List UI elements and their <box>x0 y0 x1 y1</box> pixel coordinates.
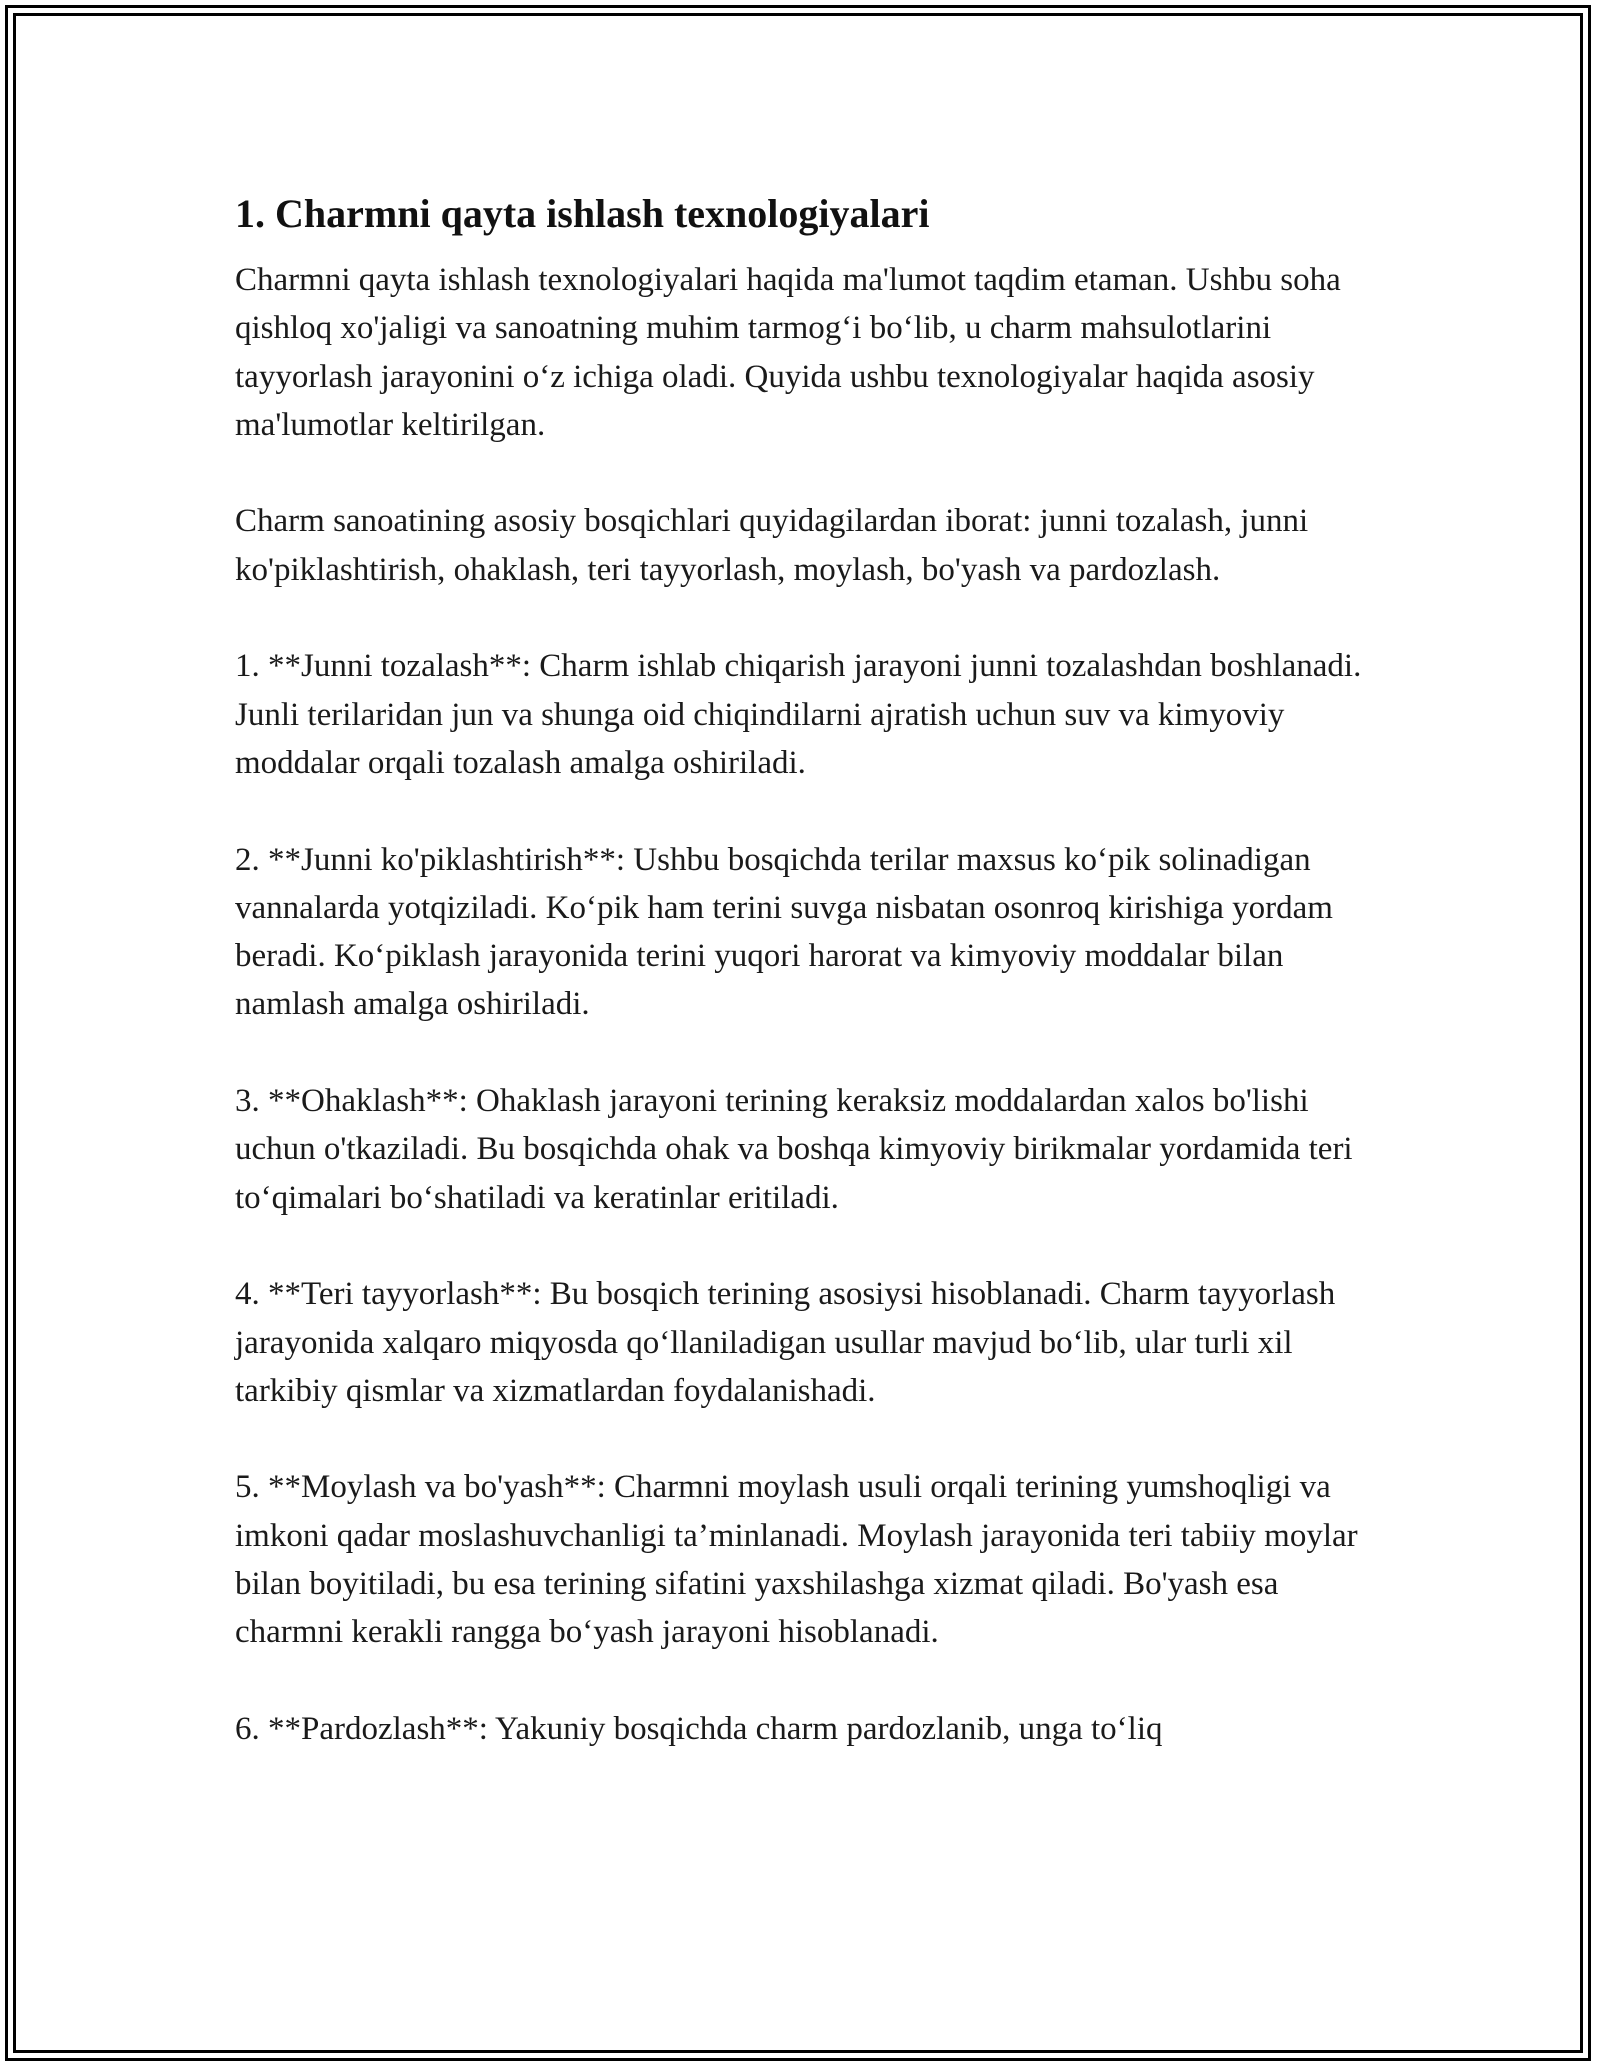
step-5-paragraph: 5. **Moylash va bo'yash**: Charmni moylash usuli orqali terining yumshoqligi va imkoni qadar moslashuvchanligi ta’minlanadi. Moylash jarayonida teri tabiiy moylar bilan boyitiladi, bu esa terining sifatini yaxshilashga xizmat qiladi. Bo'yash esa charmni kerakli rangga bo‘yash jarayoni hisoblanadi. <box>235 1469 1358 1651</box>
step-2-paragraph: 2. **Junni ko'piklashtirish**: Ushbu bosqichda terilar maxsus ko‘pik solinadigan vannalarda yotqiziladi. Ko‘pik ham terini suvga nisbatan osonroq kirishiga yordam beradi. Ko‘piklash jarayonida terini yuqori harorat va kimyoviy moddalar bilan namlash amalga oshiriladi. <box>235 841 1333 1023</box>
step-4-paragraph: 4. **Teri tayyorlash**: Bu bosqich terining asosiysi hisoblanadi. Charm tayyorlash jarayonida xalqaro miqyosda qo‘llaniladigan usullar mavjud bo‘lib, ular turli xil tarkibiy qismlar va xizmatlardan foydalanishadi. <box>235 1276 1336 1409</box>
intro-paragraph: Charmni qayta ishlash texnologiyalari haqida ma'lumot taqdim etaman. Ushbu soha qishloq xo'jaligi va sanoatning muhim tarmog‘i bo‘lib, u charm mahsulotlarini tayyorlash jarayonini o‘z ichiga oladi. Quyida ushbu texnologiyalar haqida asosiy ma'lumotlar keltirilgan. <box>235 262 1341 443</box>
step-3-paragraph: 3. **Ohaklash**: Ohaklash jarayoni terining keraksiz moddalardan xalos bo'lishi uchun o'tkaziladi. Bu bosqichda ohak va boshqa kimyoviy birikmalar yordamida teri to‘qimalari bo‘shatiladi va keratinlar eritiladi. <box>235 1083 1353 1216</box>
step-6-paragraph: 6. **Pardozlash**: Yakuniy bosqichda charm pardozlanib, unga to‘liq <box>235 1710 1163 1747</box>
section-title: 1. Charmni qayta ishlash texnologiyalari <box>235 191 930 236</box>
step-1-paragraph: 1. **Junni tozalash**: Charm ishlab chiqarish jarayoni junni tozalashdan boshlanadi. Junli terilaridan jun va shunga oid chiqindilarni ajratish uchun suv va kimyoviy moddalar orqali tozalash amalga oshiriladi. <box>235 648 1362 781</box>
document-body <box>235 186 1370 1802</box>
stages-overview-paragraph: Charm sanoatining asosiy bosqichlari quyidagilardan iborat: junni tozalash, junni ko'piklashtirish, ohaklash, teri tayyorlash, moylash, bo'yash va pardozlash. <box>235 503 1309 588</box>
